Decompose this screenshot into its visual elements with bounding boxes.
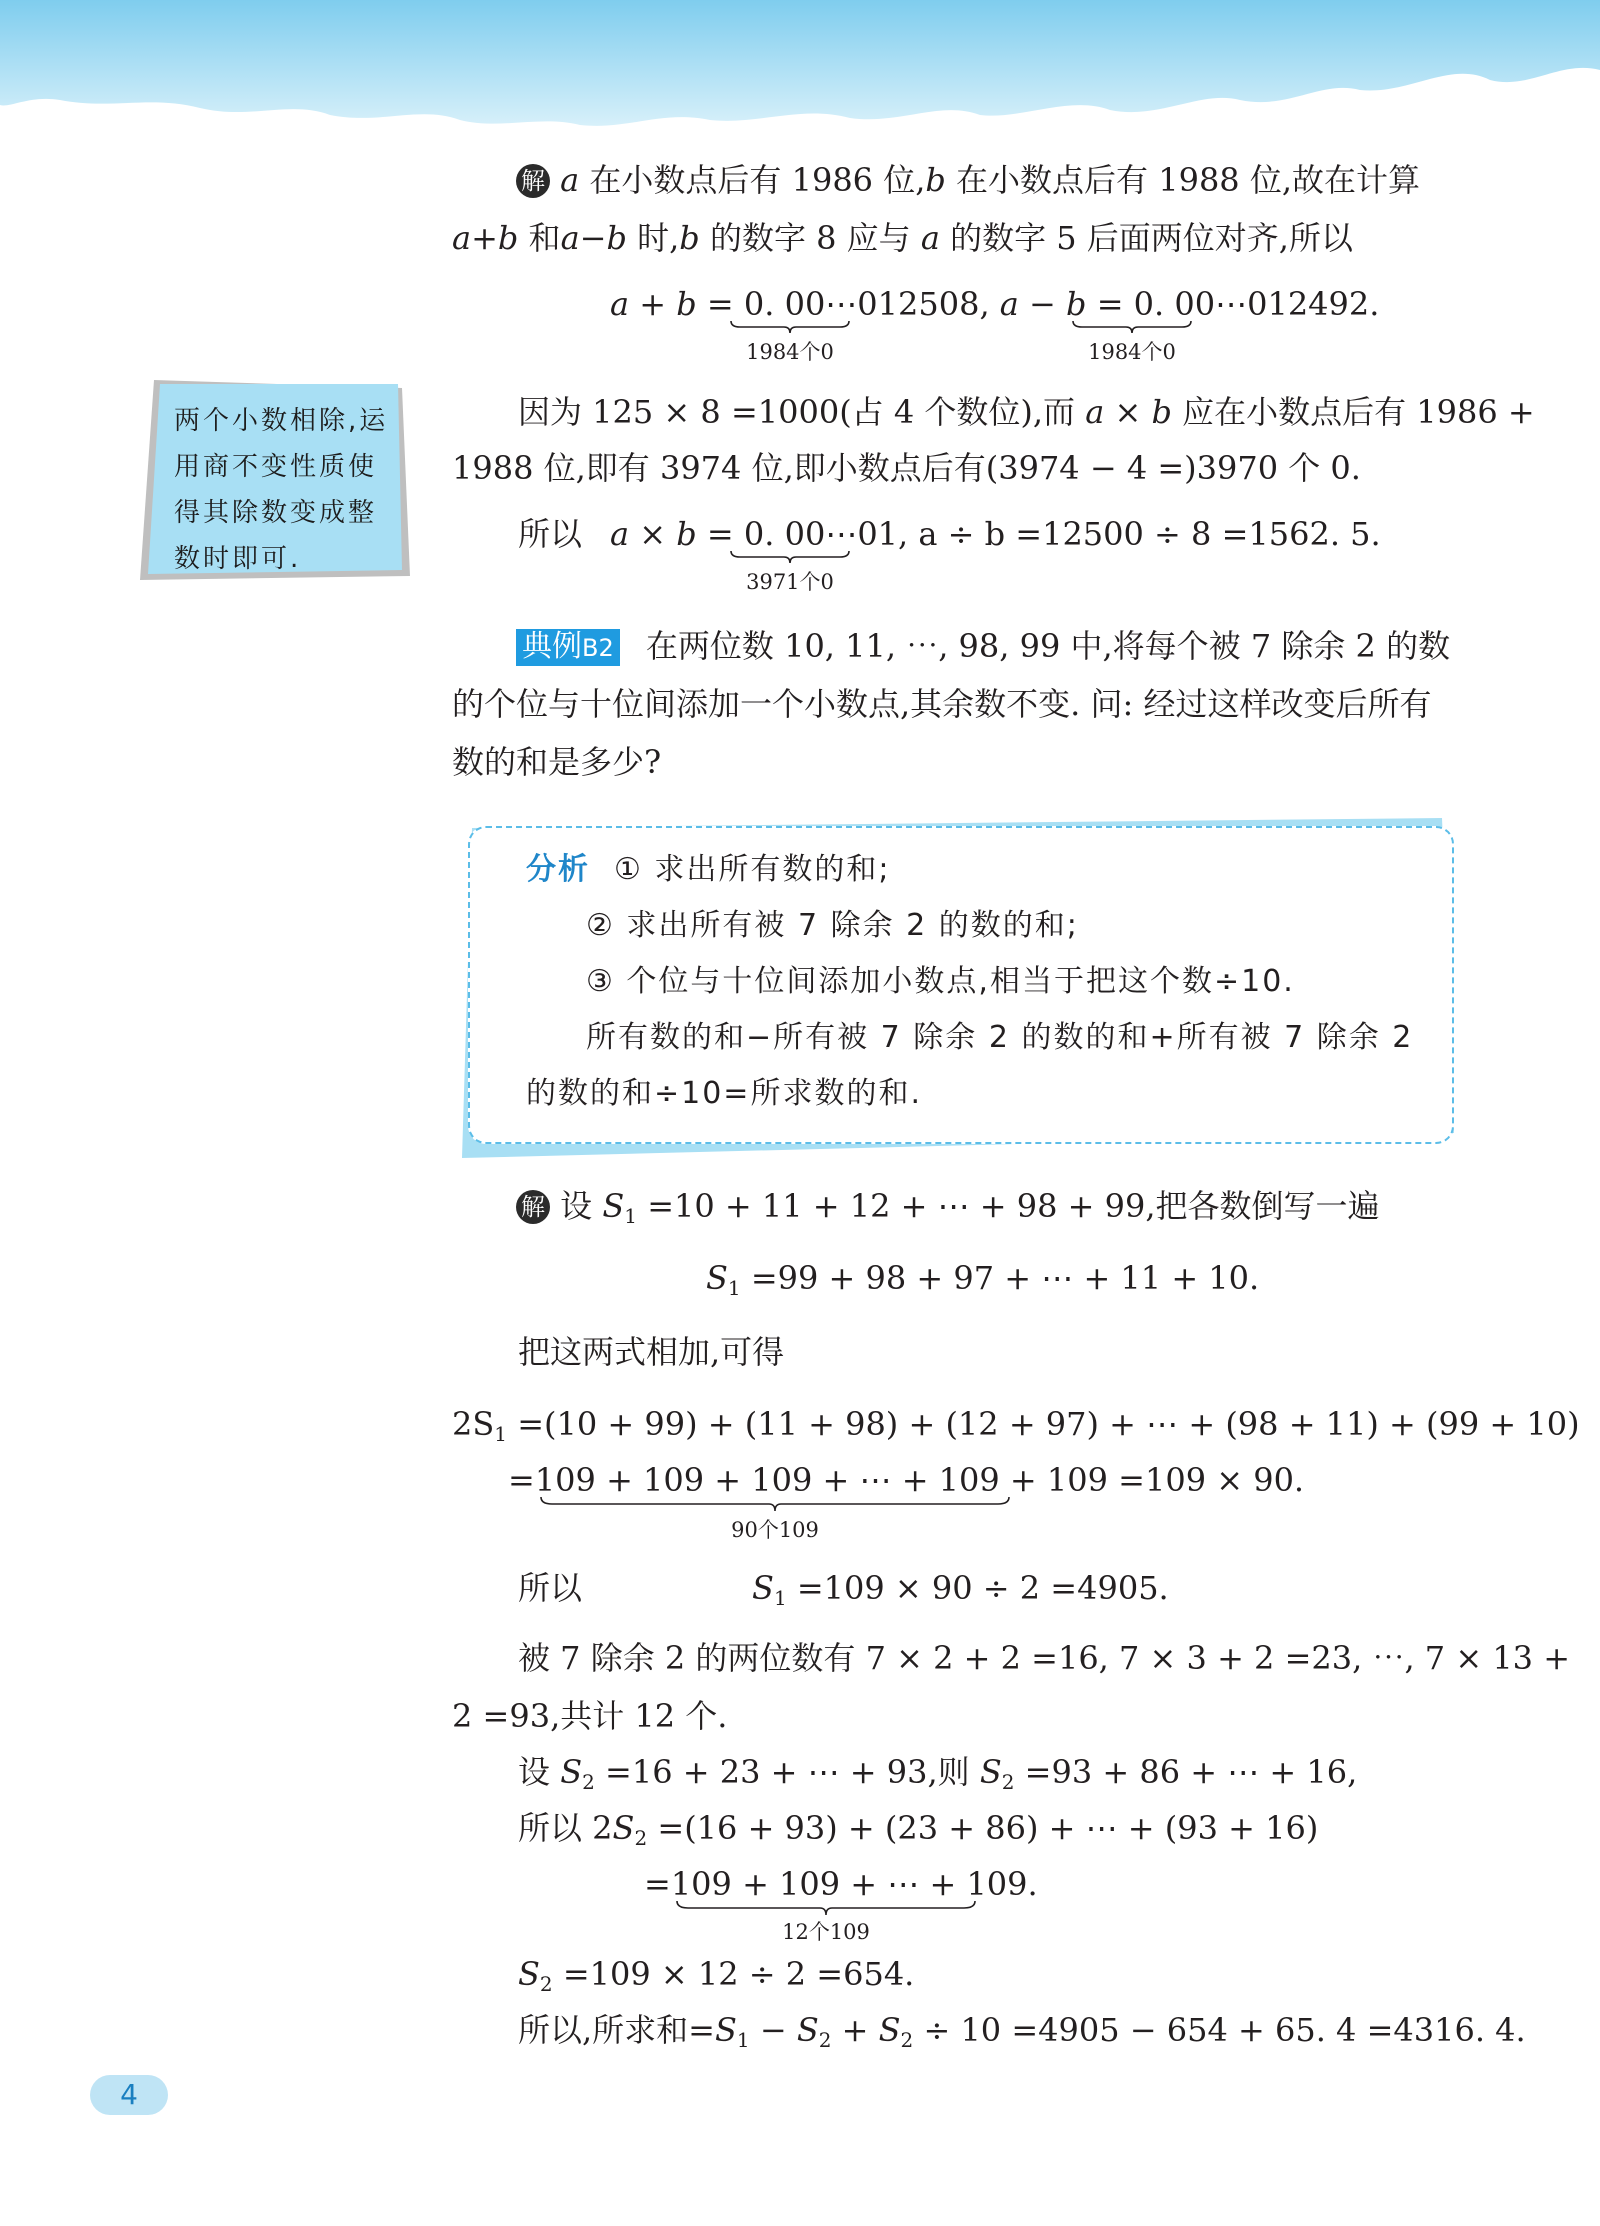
underbrace-label-2: 1984个0	[1088, 340, 1176, 364]
solution-1-line-4: 1988 位,即有 3974 位,即小数点后有(3974 − 4 =)3970 个 0.	[452, 449, 1361, 487]
underbrace-label-1: 1984个0	[746, 340, 834, 364]
solution-2-line-8: 2 =93,共计 12 个.	[452, 1697, 728, 1735]
solution-2-line-3: 把这两式相加,可得	[518, 1333, 785, 1371]
solution-2-line-11: =109 + 109 + ⋯ + 109.	[644, 1865, 1038, 1903]
solution-2-line-12: $S_2 =109 \times 12 \div 2 =654$.	[518, 1955, 915, 1996]
underbrace-3	[730, 550, 850, 564]
underbrace-label-3: 3971个0	[746, 570, 834, 594]
side-note-text: 两个小数相除,运用商不变性质使得其除数变成整数时即可.	[174, 406, 389, 574]
analysis-line-1: 分析 ① 求出所有数的和;	[526, 852, 891, 887]
solution-1-line-5: 所以 a × b = 0. 00⋯01, a ÷ b =12500 ÷ 8 =1562. 5.	[518, 515, 1381, 553]
analysis-line-3: ③ 个位与十位间添加小数点,相当于把这个数÷10.	[586, 964, 1295, 999]
solution-2-line-1: 解 设 $S_1 =10 + 11 + 12$ + ⋯ + 98 + 99,把各数倒写一遍	[516, 1186, 1380, 1236]
analysis-line-5: 的数的和÷10=所求数的和.	[526, 1076, 922, 1111]
example-tag: 典例B2	[516, 629, 620, 666]
side-note	[140, 380, 410, 580]
page-number: 4	[120, 2078, 138, 2111]
solution-2-line-9: 设 $S_2 =16 + 23$ + ⋯ + 93,则 $S_2 =93 + 86$ + ⋯ + 16,	[518, 1753, 1358, 1794]
solution-badge: 解	[516, 164, 550, 198]
underbrace-5	[676, 1900, 976, 1916]
solution-1-line-3: 因为 125 × 8 =1000(占 4 个数位),而 a × b 应在小数点后有 1986 +	[518, 393, 1535, 431]
underbrace-1	[730, 320, 850, 334]
underbrace-2	[1072, 320, 1192, 334]
solution-2-line-7: 被 7 除余 2 的两位数有 7 × 2 + 2 =16, 7 × 3 + 2 =23, ⋯, 7 × 13 +	[518, 1639, 1571, 1677]
underbrace-4	[540, 1496, 1010, 1512]
analysis-label: 分析	[526, 852, 590, 887]
solution-2-line-4: $2S_1 =(10 + 99) + (11 + 98) + (12 + 97)$ + ⋯ + (98 + 11) + (99 + 10)	[452, 1405, 1580, 1446]
solution-2-line-5: =109 + 109 + 109 + ⋯ + 109 + 109 =109 × 90.	[508, 1461, 1305, 1499]
solution-2-line-2: $S_1 =99 + 98 + 97$ + ⋯ + 11 + 10.	[706, 1259, 1260, 1300]
example-line-2: 的个位与十位间添加一个小数点,其余数不变. 问: 经过这样改变后所有	[452, 685, 1432, 723]
equation-sum-diff: a + b = 0. 00⋯012508, a − b = 0. 00⋯012492.	[610, 285, 1380, 323]
underbrace-label-5: 12个109	[782, 1920, 870, 1944]
example-line-3: 数的和是多少?	[452, 743, 662, 781]
underbrace-label-4: 90个109	[731, 1518, 819, 1542]
solution-2-line-10: 所以 $2S_2 =(16 + 93) + (23 + 86)$ + ⋯ + (93 + 16)	[518, 1809, 1319, 1850]
header-cloud-band	[0, 0, 1600, 140]
example-line-1: 典例B2 在两位数 10, 11, ⋯, 98, 99 中,将每个被 7 除余 2 的数	[516, 626, 1450, 666]
solution-1-line-1: 解 a 在小数点后有 1986 位,b 在小数点后有 1988 位,故在计算	[516, 160, 1420, 200]
solution-2-line-13: 所以,所求和$=S_1 - S_2 + S_2 \div 10 =4905 - 654 + 65$. 4 =4316. 4.	[518, 2011, 1526, 2052]
solution-2-line-6: 所以 $S_1 =109 \times 90 \div 2 =4905$.	[518, 1569, 1169, 1610]
analysis-line-2: ② 求出所有被 7 除余 2 的数的和;	[586, 908, 1079, 943]
analysis-line-4: 所有数的和−所有被 7 除余 2 的数的和+所有被 7 除余 2	[586, 1020, 1414, 1055]
solution-1-line-2: a+b 和a−b 时,b 的数字 8 应与 a 的数字 5 后面两位对齐,所以	[452, 219, 1353, 257]
solution-badge-2: 解	[516, 1190, 550, 1224]
